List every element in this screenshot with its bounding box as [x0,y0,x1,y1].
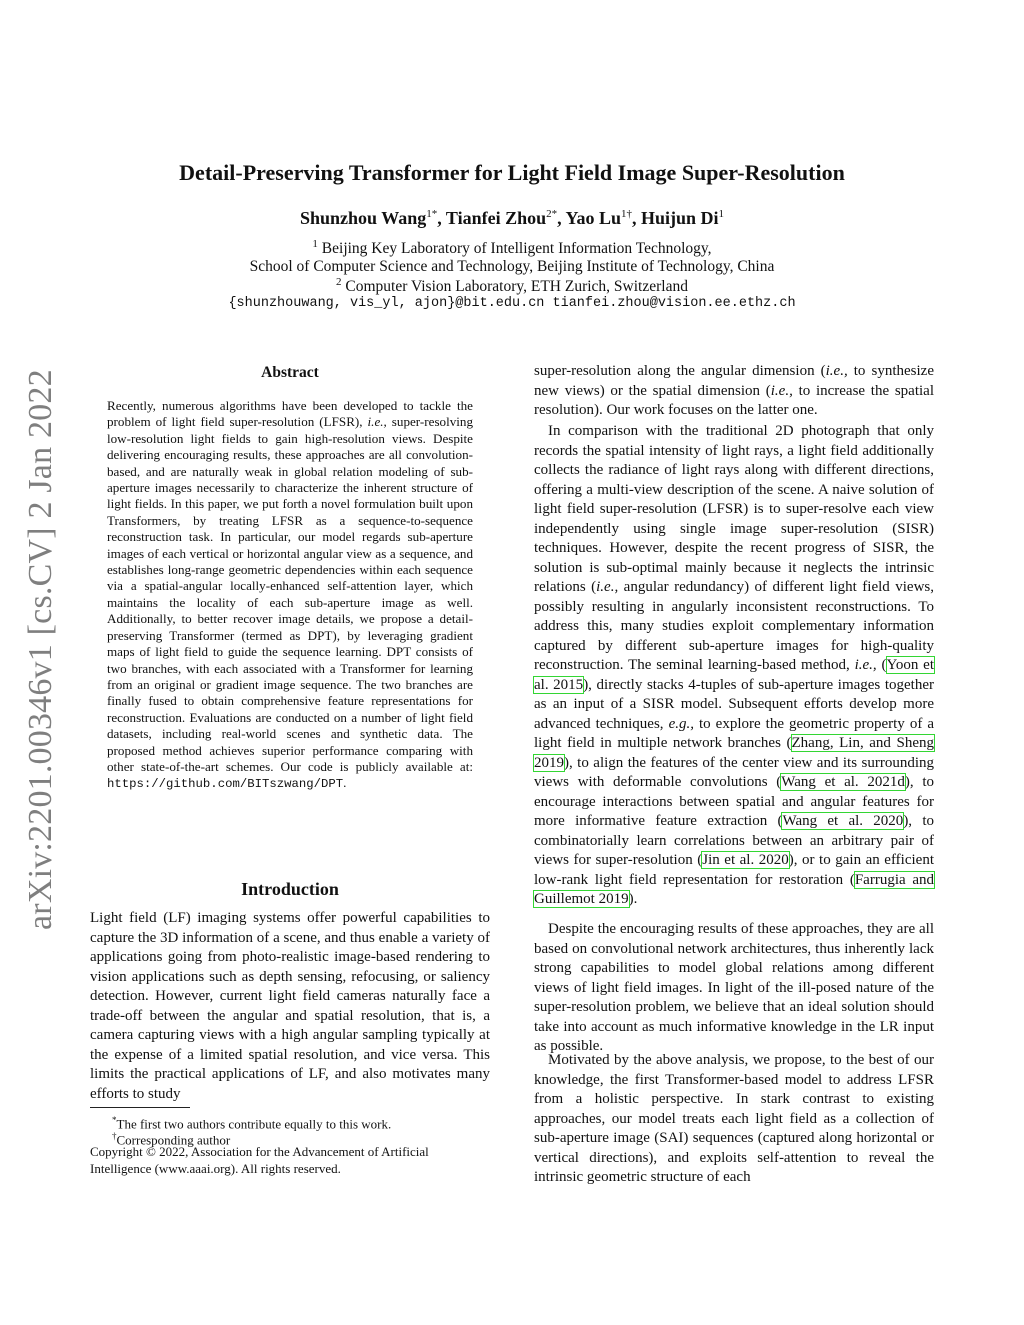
citation-link[interactable]: Jin et al. 2020 [702,852,789,868]
author-mark: 1† [621,208,632,220]
affiliation-line-3: $^2$ Computer Vision Laboratory, ETH Zurich, Switzerland [336,276,688,296]
footnote-equal-contribution: *The first two authors contribute equally to this work. [112,1115,392,1132]
right-column-paragraph-1: In comparison with the traditional 2D photograph that only records the spatial intensity of light rays, a light field additionally collects the radiance of light rays along with different directions, offering a multi-view description of the scene. A naive solution of light field super-resolution (LFSR) is to super-resolve each view independently using single image super-resolution (SISR) techniques. However, despite the recent progress of SISR, the solution is sub-optimal mainly because it neglects the intrinsic relations (i.e., angular redundancy) of different light field views, possibly resulting in angularly inconsistent reconstructions. To address this, many studies exploit complementary information captured by different sub-aperture images for high-quality reconstruction. The seminal learning-based method, i.e., (Yoon et al. 2015), directly stacks 4-tuples of sub-aperture images together as an input of a SISR model. Subsequent efforts develop more advanced techniques, e.g., to explore the geometric property of a light field in multiple network branches (Zhang, Lin, and Sheng 2019), to align the features of the center view and its surrounding views with deformable convolutions (Wang et al. 2021d), to encourage interactions between spatial and angular features for more informative feature extraction (Wang et al. 2020), to combinatorially learn correlations between an arbitrary pair of views for super-resolution (Jin et al. 2020), or to gain an efficient low-rank light field representation for restoration (Farrugia and Guillemot 2019). [534,423,935,907]
right-column-paragraph-2: Despite the encouraging results of these approaches, they are all based on convolutional network architectures, thus inherently lack strong capabilities to model global relations among different views of light field images. In light of the ill-posed nature of the super-resolution problem, we believe that an ideal solution should take into account as much informative knowledge in the LR input as possible. [534,921,934,1054]
citation-link[interactable]: Wang et al. 2020 [782,813,904,829]
right-column-paragraph-3: Motivated by the above analysis, we propose, to the best of our knowledge, the first Transformer-based model to address LFSR from a holistic perspective. In stark contrast to existing approaches, our model treats each light field as a collection of sub-aperture image (SAI) sequences (captured along horizontal or vertical directions), and exploits self-attention to reveal the intrinsic geometric structure of each [534,1052,934,1185]
abstract-heading: Abstract [261,364,319,381]
right-column-paragraph-0: super-resolution along the angular dimension (i.e., to synthesize new views) or the spatial dimension (i.e., to increase the spatial resolution). Our work focuses on the latter one. [534,363,934,418]
code-url-link[interactable]: https://github.com/BITszwang/DPT [107,777,344,792]
paper-title: Detail-Preserving Transformer for Light Field Image Super-Resolution [179,160,845,185]
arxiv-stamp: arXiv:2201.00346v1 [cs.CV] 2 Jan 2022 [22,369,59,930]
introduction-text: Light field (LF) imaging systems offer powerful capabilities to capture the 3D information of a scene, and thus enable a variety of applications going from photo-realistic image-based rendering to vision applications such as depth sensing, refocusing, or saliency detection. However, current light field cameras naturally face a trade-off between the angular and spatial resolution, that is, a camera capturing views with a high angular sampling typically at the expense of a limited spatial resolution, and vice versa. This limits the practical applications of LF, and also motivates many efforts to study [90,910,490,1102]
author-mark: 2* [546,208,558,220]
abstract-text: Recently, numerous algorithms have been developed to tackle the problem of light field super-resolution (LFSR), i.e., super-resolving low-resolution light fields to gain high-resolution views. Despite delivering encouraging results, these approaches are all convolution-based, and are naturally weak in global relation modeling of sub-aperture images necessarily to characterize the inherent structure of light fields. In this paper, we put forth a novel formulation built upon Transformers, by treating LFSR as a sequence-to-sequence reconstruction task. In particular, our model regards sub-aperture images of each vertical or horizontal angular view as a sequence, and establishes long-range geometric dependencies within each sequence via a spatial-angular locally-enhanced self-attention layer, which maintains the locality of each sub-aperture image as well. Additionally, to better recover image details, we propose a detail-preserving Transformer (termed as DPT), by leveraging gradient maps of light field to guide the sequence learning. DPT consists of two branches, with each associated with a Transformer for learning from an original or gradient image sequence. The two branches are finally fused to obtain comprehensive feature representations for reconstruction. Evaluations are conducted on a number of light field datasets, including real-world scenes and synthetic data. The proposed method achieves superior performance comparing with other state-of-the-art schemes. Our code is publicly available at: https://github.com/BITszwang/DPT. [107,398,473,792]
author-name: Huijun Di [641,208,719,228]
author-mark: 1 [718,208,725,220]
author-name: Yao Lu [565,208,621,228]
author-list: Shunzhou Wang$^{1*}$, Tianfei Zhou$^{2*}$, Yao $Lu^{1\dagger}$, Huijun Di$^1$ [299,208,725,228]
author-emails: {shunzhouwang, vis_yl, ajon}@bit.edu.cn tianfei.zhou@vision.ee.ethz.ch [228,296,796,311]
author-mark: 1* [426,208,438,220]
introduction-heading: Introduction [241,879,339,899]
citation-link[interactable]: Wang et al. 2021d [781,774,905,790]
copyright-notice: Copyright © 2022, Association for the Advancement of Artificial Intelligence (www.aaai.org). All rights reserved. [90,1144,429,1176]
citation-link[interactable]: Zhang, Lin, and Sheng 2019 [534,735,935,771]
footnote-corresponding: †Corresponding author [112,1131,231,1148]
footnote-divider [90,1107,190,1108]
affiliation-line-1: $^1$ Beijing Key Laboratory of Intelligent Information Technology, [312,238,712,258]
affiliation-line-2: School of Computer Science and Technology, Beijing Institute of Technology, China [249,258,775,275]
author-name: Tianfei Zhou [445,208,547,228]
citation-link[interactable]: Yoon et al. 2015 [534,657,935,693]
author-name: Shunzhou Wang [299,208,427,228]
citation-link[interactable]: Farrugia and Guillemot 2019 [534,871,934,907]
